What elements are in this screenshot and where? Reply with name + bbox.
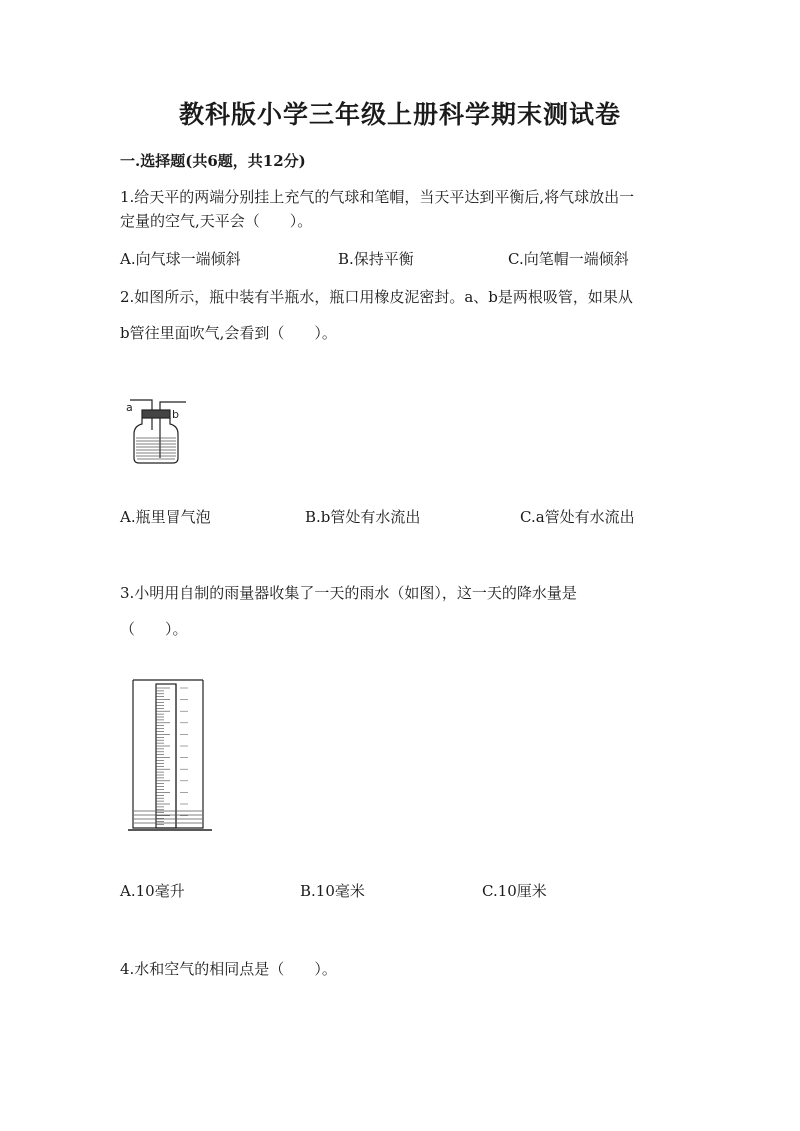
page-title: 教科版小学三年级上册科学期末测试卷 bbox=[178, 100, 621, 129]
bottle-figure bbox=[120, 390, 190, 466]
question-1-line-1: 1.给天平的两端分别挂上充气的气球和笔帽，当天平达到平衡后,将气球放出一 bbox=[120, 188, 635, 206]
question-1-option-b: B.保持平衡 bbox=[338, 250, 414, 268]
question-3-line-2: （ ）。 bbox=[120, 620, 188, 638]
question-3-option-a: A.10毫升 bbox=[120, 882, 185, 900]
question-1-option-a: A.向气球一端倾斜 bbox=[120, 250, 241, 268]
question-2-option-c: C.a管处有水流出 bbox=[520, 508, 635, 526]
question-1-line-2: 定量的空气,天平会（ ）。 bbox=[120, 212, 313, 230]
section-heading: 一.选择题(共6题，共12分) bbox=[120, 152, 306, 170]
question-1-option-c: C.向笔帽一端倾斜 bbox=[508, 250, 629, 268]
question-2-option-a: A.瓶里冒气泡 bbox=[120, 508, 211, 526]
question-3-line-1: 3.小明用自制的雨量器收集了一天的雨水（如图），这一天的降水量是 bbox=[120, 584, 577, 602]
question-2-line-1: 2.如图所示，瓶中装有半瓶水，瓶口用橡皮泥密封。a、b是两根吸管，如果从 bbox=[120, 288, 633, 306]
tube-b-label: b bbox=[172, 408, 179, 421]
question-2-line-2: b管往里面吹气,会看到（ ）。 bbox=[120, 324, 337, 342]
tube-a-label: a bbox=[126, 401, 133, 414]
rain-gauge-figure bbox=[126, 678, 222, 834]
question-3-option-c: C.10厘米 bbox=[482, 882, 547, 900]
question-3-option-b: B.10毫米 bbox=[300, 882, 365, 900]
question-2-option-b: B.b管处有水流出 bbox=[305, 508, 421, 526]
question-4-line-1: 4.水和空气的相同点是（ ）。 bbox=[120, 960, 337, 978]
